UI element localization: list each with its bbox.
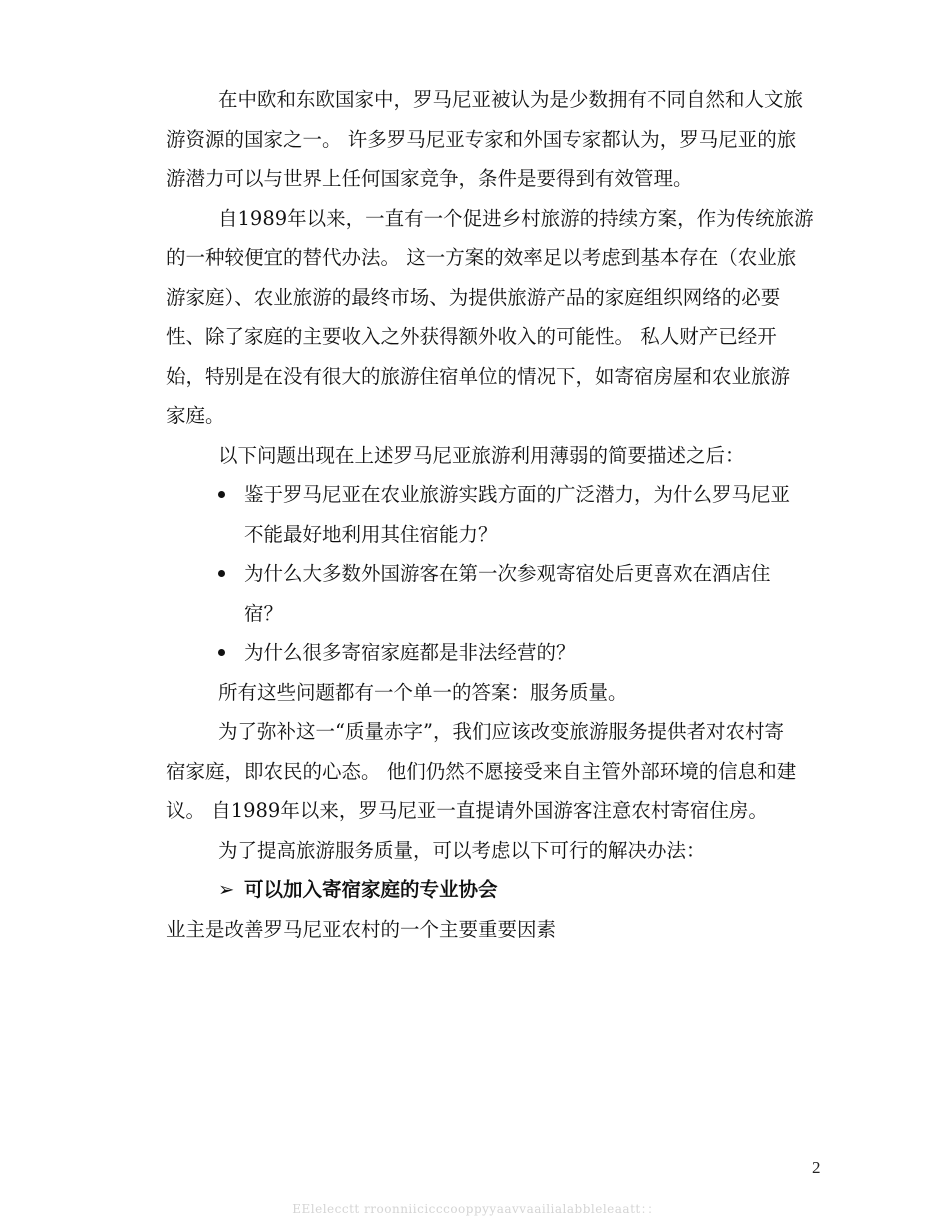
paragraph-line: 为了弥补这一“质量赤字”，我们应该改变旅游服务提供者对农村寄 [218, 720, 784, 743]
bullet-continuation: 不能最好地利用其住宿能力？ [244, 522, 498, 546]
bullet-item [166, 475, 830, 515]
paragraph-line: 所有这些问题都有一个单一的答案：服务质量。 [218, 680, 628, 704]
bullet-icon [218, 570, 225, 577]
paragraph-line: 游家庭）、农业旅游的最终市场、为提供旅游产品的家庭组织网络的必要 [166, 285, 781, 309]
bullet-item [166, 633, 830, 673]
bullet-text: 鉴于罗马尼亚在农业旅游实践方面的广泛潜力，为什么罗马尼亚 [244, 483, 791, 506]
bullet-item [166, 554, 830, 594]
paragraph-line: 的一种较便宜的替代办法。 这一方案的效率足以考虑到基本存在（农业旅 [166, 246, 797, 269]
arrow-bullet-icon: ➢ [218, 878, 235, 901]
paragraph-line: 性、除了家庭的主要收入之外获得额外收入的可能性。 私人财产已经开 [166, 325, 777, 348]
bullet-text: 为什么很多寄宿家庭都是非法经营的？ [244, 641, 576, 664]
paragraph-line: 为了提高旅游服务质量，可以考虑以下可行的解决办法： [218, 838, 706, 862]
paragraph-line: 游潜力可以与世界上任何国家竞争，条件是要得到有效管理。 [166, 167, 693, 190]
document-body [166, 80, 830, 949]
paragraph-line: 以下问题出现在上述罗马尼亚旅游利用薄弱的简要描述之后： [218, 443, 745, 467]
paragraph-line: 在中欧和东欧国家中，罗马尼亚被认为是少数拥有不同自然和人文旅 [218, 88, 804, 111]
bullet-continuation: 宿？ [244, 601, 284, 625]
bullet-icon [218, 491, 225, 498]
paragraph-line: 业主是改善罗马尼亚农村的一个主要重要因素 [166, 917, 557, 941]
arrow-item [166, 870, 830, 910]
bullet-text: 为什么大多数外国游客在第一次参观寄宿处后更喜欢在酒店住 [244, 562, 771, 585]
footer-watermark: EElelecctt rroonniicicccooppyyaavvaailialabbleleaatt：： [292, 1202, 660, 1216]
paragraph-line: 议。 自1989年以来，罗马尼亚一直提请外国游客注意农村寄宿住房。 [166, 799, 768, 822]
paragraph-line: 游资源的国家之一。 许多罗马尼亚专家和外国专家都认为，罗马尼亚的旅 [166, 127, 797, 151]
page-number: 2 [812, 1158, 821, 1177]
arrow-item-text: 可以加入寄宿家庭的专业协会 [244, 878, 498, 901]
paragraph-line: 家庭。 [166, 404, 225, 427]
paragraph-line: 自1989年以来，一直有一个促进乡村旅游的持续方案，作为传统旅游 [218, 206, 814, 230]
paragraph-line: 宿家庭，即农民的心态。 他们仍然不愿接受来自主管外部环境的信息和建 [166, 759, 797, 783]
bullet-icon [218, 649, 225, 656]
paragraph-line: 始，特别是在没有很大的旅游住宿单位的情况下，如寄宿房屋和农业旅游 [166, 364, 791, 388]
